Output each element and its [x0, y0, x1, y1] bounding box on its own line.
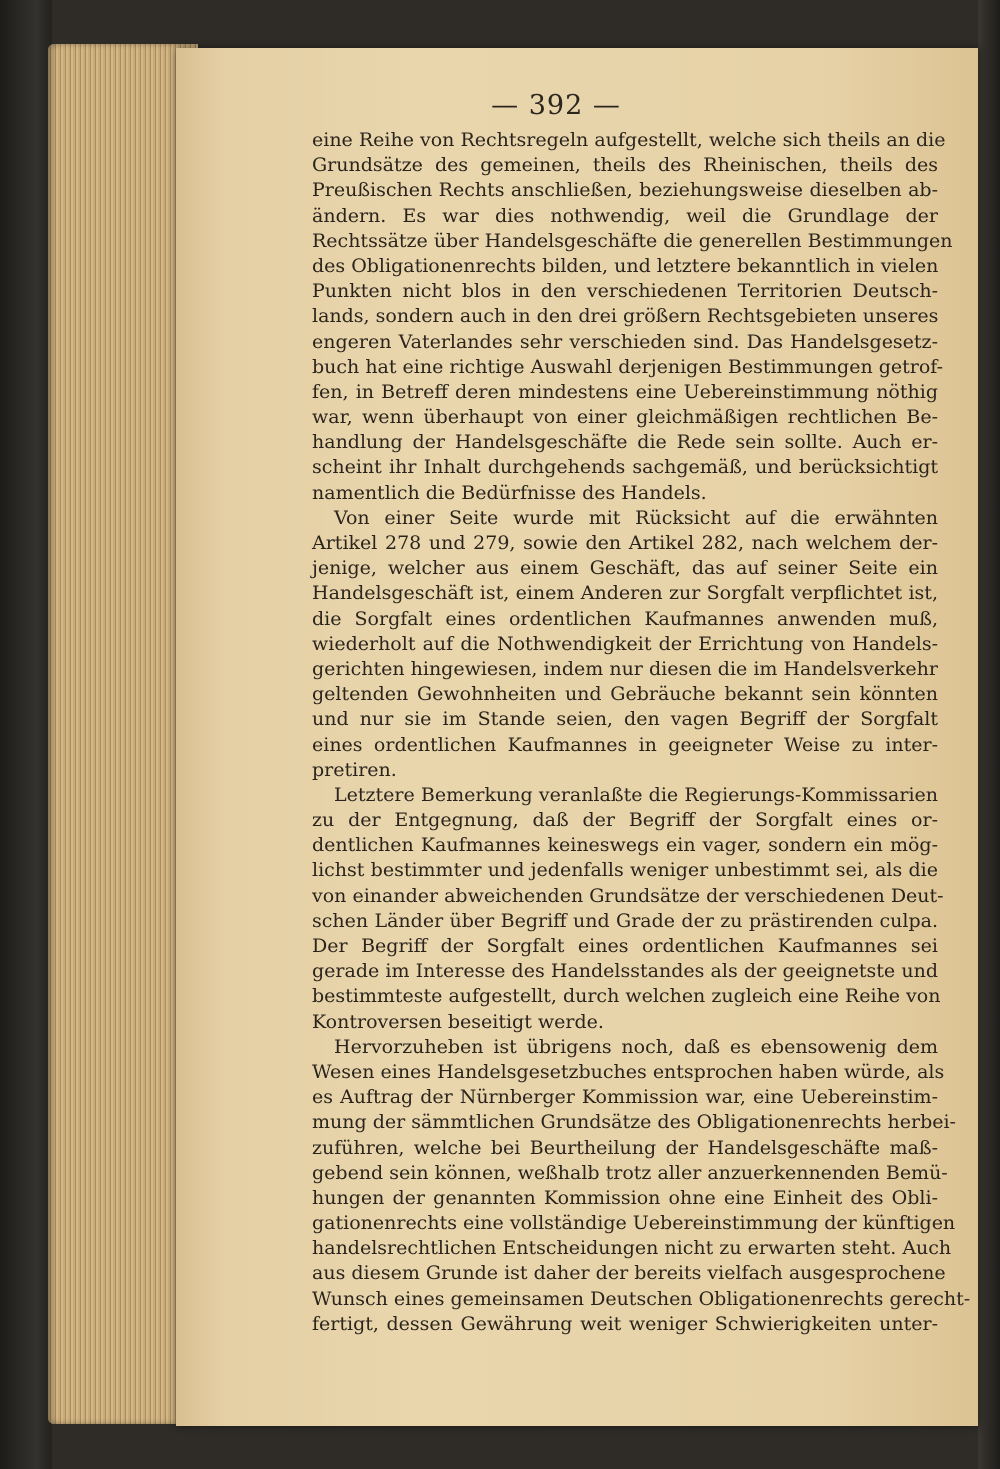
book-cover-right	[978, 0, 1000, 1469]
book-page	[176, 48, 978, 1426]
text-line: fen, in Betreff deren mindestens eine Uebereinstimmung nöthig	[312, 380, 938, 403]
text-line: aus diesem Grunde ist daher der bereits vielfach ausgesprochene	[312, 1262, 946, 1285]
text-line: buch hat eine richtige Auswahl derjenigen Bestimmungen getrof-	[312, 355, 944, 378]
text-line: Wunsch eines gemeinsamen Deutschen Obligationenrechts gerecht-	[312, 1287, 971, 1310]
text-line: Handelsgeschäft ist, einem Anderen zur Sorgfalt verpflichtet ist,	[312, 582, 938, 605]
text-line: Wesen eines Handelsgesetzbuches entsprochen haben würde, als	[312, 1060, 945, 1083]
text-line: mung der sämmtlichen Grundsätze des Obligationenrechts herbei-	[312, 1111, 956, 1134]
page-number: — 392 —	[491, 90, 621, 121]
text-line: Hervorzuheben ist übrigens noch, daß es ebensowenig dem	[334, 1035, 938, 1058]
text-line: hungen der genannten Kommission ohne eine Einheit des Obli-	[312, 1186, 938, 1209]
text-line: es Auftrag der Nürnberger Kommission war, eine Uebereinstim-	[312, 1086, 938, 1109]
text-line: des Obligationenrechts bilden, und letztere bekanntlich in vielen	[312, 254, 939, 277]
text-line: handelsrechtlichen Entscheidungen nicht zu erwarten steht. Auch	[312, 1237, 952, 1260]
text-line: wiederholt auf die Nothwendigkeit der Errichtung von Handels-	[312, 632, 938, 655]
text-line: pretiren.	[312, 758, 397, 781]
text-line: handlung der Handelsgeschäfte die Rede sein sollte. Auch er-	[312, 431, 938, 454]
text-line: jenige, welcher aus einem Geschäft, das auf seiner Seite ein	[312, 557, 938, 580]
text-line: lands, sondern auch in den drei größern Rechtsgebieten unseres	[312, 305, 939, 328]
text-line: Punkten nicht blos in den verschiedenen Territorien Deutsch-	[312, 280, 938, 303]
text-line: fertigt, dessen Gewährung weit weniger Schwierigkeiten unter-	[312, 1312, 938, 1335]
text-line: die Sorgfalt eines ordentlichen Kaufmannes anwenden muß,	[312, 607, 938, 630]
text-line: Artikel 278 und 279, sowie den Artikel 282, nach welchem der-	[312, 532, 938, 554]
text-line: Von einer Seite wurde mit Rücksicht auf die erwähnten	[334, 506, 938, 529]
book-cover-left	[0, 0, 52, 1469]
text-line: gebend sein können, weßhalb trotz aller anzuerkennenden Bemü-	[312, 1161, 948, 1184]
text-line: gationenrechts eine vollständige Uebereinstimmung der künftigen	[312, 1212, 956, 1235]
text-line: gerade im Interesse des Handelsstandes als der geeignetste und	[312, 960, 938, 983]
text-line: scheint ihr Inhalt durchgehends sachgemäß, und berücksichtigt	[312, 456, 938, 479]
text-line: zuführen, welche bei Beurtheilung der Handelsgeschäfte maß-	[312, 1136, 938, 1159]
text-line: Preußischen Rechts anschließen, beziehungsweise dieselben ab-	[312, 179, 938, 202]
text-line: Letztere Bemerkung veranlaßte die Regierungs-Kommissarien	[334, 783, 938, 806]
text-line: gerichten hingewiesen, indem nur diesen die im Handelsverkehr	[312, 657, 938, 680]
text-line: bestimmteste aufgestellt, durch welchen zugleich eine Reihe von	[312, 985, 941, 1008]
text-line: lichst bestimmter und jedenfalls weniger unbestimmt sei, als die	[312, 859, 938, 882]
text-line: war, wenn überhaupt von einer gleichmäßigen rechtlichen Be-	[312, 406, 938, 429]
text-line: schen Länder über Begriff und Grade der zu prästirenden culpa.	[312, 909, 938, 932]
text-line: geltenden Gewohnheiten und Gebräuche bekannt sein könnten	[312, 683, 938, 706]
text-line: ändern. Es war dies nothwendig, weil die Grundlage der	[312, 204, 938, 227]
text-line: eines ordentlichen Kaufmannes in geeigneter Weise zu inter-	[312, 733, 938, 756]
text-line: und nur sie im Stande seien, den vagen Begriff der Sorgfalt	[312, 708, 938, 731]
text-line: Kontroversen beseitigt werde.	[312, 1010, 604, 1033]
text-line: engeren Vaterlandes sehr verschieden sind. Das Handelsgesetz-	[312, 330, 938, 353]
text-line: zu der Entgegnung, daß der Begriff der Sorgfalt eines or-	[312, 809, 938, 832]
text-line: namentlich die Bedürfnisse des Handels.	[312, 481, 707, 504]
text-line: eine Reihe von Rechtsregeln aufgestellt, welche sich theils an die	[312, 129, 946, 151]
text-line: Grundsätze des gemeinen, theils des Rheinischen, theils des	[312, 154, 938, 177]
text-line: dentlichen Kaufmannes keineswegs ein vager, sondern ein mög-	[312, 834, 938, 857]
body-text	[312, 128, 971, 1337]
text-line: Rechtssätze über Handelsgeschäfte die generellen Bestimmungen	[312, 229, 953, 252]
text-line: Der Begriff der Sorgfalt eines ordentlichen Kaufmannes sei	[312, 935, 938, 957]
text-line: von einander abweichenden Grundsätze der verschiedenen Deut-	[312, 884, 944, 907]
